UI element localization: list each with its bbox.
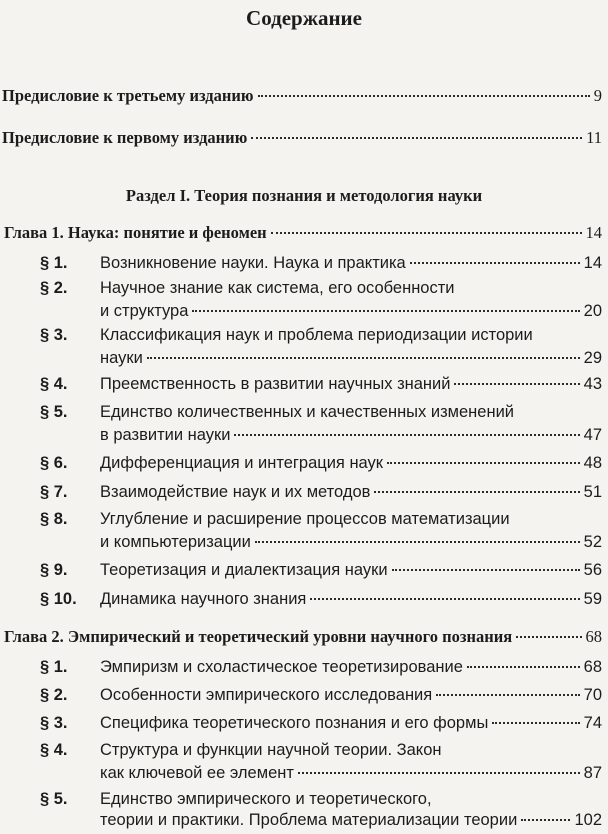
section-page: 20 — [583, 302, 602, 320]
section-title: в развитии науки — [100, 426, 231, 444]
dot-leader — [492, 721, 579, 724]
section-number: § 2. — [40, 279, 68, 297]
section-number: § 2. — [40, 686, 68, 704]
toc-section-1-3-line1 — [40, 326, 533, 345]
dot-leader — [251, 136, 582, 139]
section-title: как ключевой ее элемент — [100, 764, 294, 782]
section-number: § 5. — [40, 403, 68, 421]
section-title: Особенности эмпирического исследования — [100, 686, 433, 704]
toc-section-1-2[interactable] — [100, 302, 602, 321]
toc-entry-page: 11 — [586, 128, 602, 147]
section-number: § 10. — [40, 590, 77, 608]
section-title: Преемственность в развитии научных знаний — [100, 375, 451, 393]
page-title: Содержание — [246, 6, 362, 30]
toc-section-1-6[interactable] — [40, 454, 602, 473]
dot-leader — [467, 665, 580, 668]
toc-section-1-1[interactable] — [40, 254, 602, 273]
section-title: Эмпиризм и схоластическое теоретизирование — [100, 658, 463, 676]
section-title: Динамика научного знания — [100, 590, 307, 608]
section-number: § 7. — [40, 483, 68, 501]
toc-section-1-7[interactable] — [40, 483, 602, 502]
section-number: § 1. — [40, 254, 68, 272]
toc-section-2-4[interactable] — [100, 764, 602, 783]
section-title-line1: Структура и функции научной теории. Закон — [100, 741, 442, 759]
dot-leader — [436, 693, 579, 696]
dot-leader — [258, 94, 590, 97]
section-number: § 9. — [40, 561, 68, 579]
section-page: 43 — [583, 375, 602, 393]
section-title: теории и практики. Проблема материализации теории — [100, 811, 518, 829]
section-title: Взаимодействие наук и их методов — [100, 483, 371, 501]
section-page: 87 — [583, 764, 602, 782]
dot-leader — [387, 461, 580, 464]
toc-entry-label: Предисловие к первому изданию — [2, 128, 248, 147]
toc-section-2-3[interactable] — [40, 714, 602, 733]
section-number: § 3. — [40, 326, 68, 344]
dot-leader — [192, 309, 579, 312]
section-number: § 6. — [40, 454, 68, 472]
toc-section-1-8-line1 — [40, 510, 510, 529]
toc-section-2-5[interactable] — [100, 811, 602, 830]
toc-section-1-5[interactable] — [100, 426, 602, 445]
chapter-label: Глава 1. Наука: понятие и феномен — [4, 223, 267, 242]
part-heading: Раздел I. Теория познания и методология науки — [125, 186, 483, 205]
toc-section-2-2[interactable] — [40, 686, 602, 705]
section-title: Теоретизация и диалектизация науки — [100, 561, 388, 579]
toc-section-1-5-line1 — [40, 403, 514, 422]
dot-leader — [310, 597, 579, 600]
section-number: § 1. — [40, 658, 68, 676]
section-page: 47 — [583, 426, 602, 444]
toc-entry-preface-1[interactable] — [2, 128, 602, 148]
dot-leader — [516, 635, 581, 638]
section-title: Возникновение науки. Наука и практика — [100, 254, 406, 272]
section-title: и структура — [100, 302, 189, 320]
section-page: 59 — [583, 590, 602, 608]
section-number: § 5. — [40, 790, 68, 808]
section-title-line1: Единство эмпирического и теоретического, — [100, 790, 432, 808]
toc-section-1-9[interactable] — [40, 561, 602, 580]
section-title-line1: Научное знание как система, его особенности — [100, 279, 455, 297]
section-page: 68 — [583, 658, 602, 676]
dot-leader — [454, 382, 579, 385]
toc-section-1-10[interactable] — [40, 590, 602, 609]
section-title-line1: Классификация наук и проблема периодизации истории — [100, 326, 533, 344]
section-page: 14 — [583, 254, 602, 272]
toc-entry-chapter-1[interactable] — [4, 223, 602, 243]
dot-leader — [298, 771, 580, 774]
toc-entry-preface-3[interactable] — [2, 86, 602, 106]
toc-entry-page: 9 — [593, 86, 602, 105]
section-title: науки — [100, 349, 143, 367]
chapter-label: Глава 2. Эмпирический и теоретический уровни научного познания — [4, 627, 513, 646]
section-page: 52 — [583, 533, 602, 551]
chapter-page: 68 — [585, 627, 602, 646]
toc-entry-chapter-2[interactable] — [4, 627, 602, 647]
dot-leader — [410, 261, 580, 264]
dot-leader — [147, 356, 580, 359]
dot-leader — [392, 568, 580, 571]
toc-section-1-2-line1 — [40, 279, 455, 298]
dot-leader — [271, 231, 582, 234]
toc-section-1-3[interactable] — [100, 349, 602, 368]
toc-entry-label: Предисловие к третьему изданию — [2, 86, 254, 105]
section-number: § 4. — [40, 375, 68, 393]
toc-section-2-1[interactable] — [40, 658, 602, 677]
section-number: § 3. — [40, 714, 68, 732]
toc-section-2-5-line1 — [40, 790, 432, 809]
section-page: 48 — [583, 454, 602, 472]
section-page: 102 — [574, 811, 602, 829]
toc-section-1-8[interactable] — [100, 533, 602, 552]
dot-leader — [255, 540, 580, 543]
section-title-line1: Углубление и расширение процессов математизации — [100, 510, 510, 528]
dot-leader — [234, 433, 579, 436]
chapter-page: 14 — [585, 223, 602, 242]
section-title: Дифференциация и интеграция наук — [100, 454, 384, 472]
section-page: 56 — [583, 561, 602, 579]
section-page: 74 — [583, 714, 602, 732]
section-page: 29 — [583, 349, 602, 367]
section-title: Специфика теоретического познания и его формы — [100, 714, 489, 732]
toc-section-2-4-line1 — [40, 741, 441, 760]
toc-section-1-4[interactable] — [40, 375, 602, 394]
section-page: 51 — [583, 483, 602, 501]
dot-leader — [374, 490, 579, 493]
section-title-line1: Единство количественных и качественных изменений — [100, 403, 515, 421]
section-number: § 4. — [40, 741, 68, 759]
dot-leader — [521, 818, 570, 821]
section-title: и компьютеризации — [100, 533, 251, 551]
section-number: § 8. — [40, 510, 68, 528]
section-page: 70 — [583, 686, 602, 704]
